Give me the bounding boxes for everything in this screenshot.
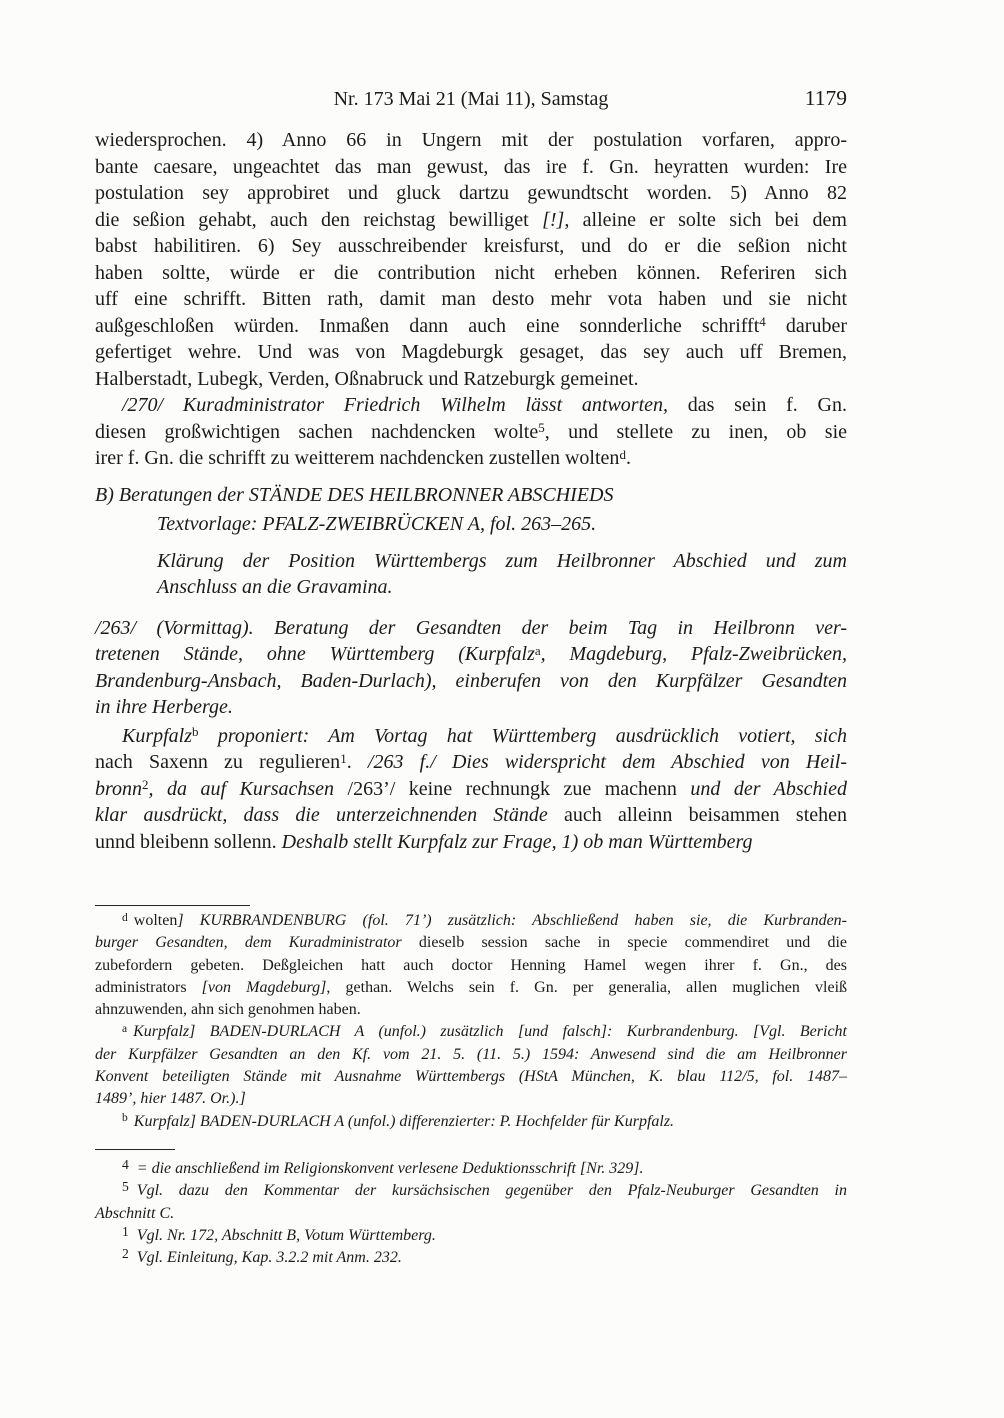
italic-text-segment: Kurpfalz xyxy=(122,724,193,747)
text-line xyxy=(95,445,847,472)
text-line xyxy=(95,180,847,207)
text-segment: bante caesare, ungeachtet das man gewust, das ire f. Gn. heyratten wurden: Ire xyxy=(95,155,847,178)
text-segment: diesen großwichtigen sachen nachdencken wolte xyxy=(95,420,539,443)
text-line xyxy=(95,829,847,856)
text-line xyxy=(95,339,847,366)
italic-text-segment: Klärung der Position Württembergs zum Heilbronner Abschied und zum xyxy=(157,549,847,572)
footnote-number-marker: 1 xyxy=(122,1223,129,1239)
paragraph-main-1 xyxy=(95,127,847,392)
text-segment: wolten xyxy=(133,912,178,929)
paragraph-263 xyxy=(95,615,847,721)
text-line xyxy=(95,313,847,340)
italic-text-segment: Brandenburg-Ansbach, Baden-Durlach), einberufen von den Kurpfälzer Gesandten xyxy=(95,669,847,692)
footnote-reference-superscript: a xyxy=(534,642,541,658)
text-line xyxy=(95,694,847,721)
text-line xyxy=(95,932,847,954)
text-segment: haben soltte, würde er die contribution nicht erheben können. Referiren sich xyxy=(95,261,847,284)
text-segment: gefertiget wehre. Und was von Magdeburgk gesaget, das sey auch uff Bremen, xyxy=(95,341,847,363)
text-segment: uff eine schrifft. Bitten rath, damit man desto mehr vota haben und sie nicht xyxy=(95,288,847,310)
text-line xyxy=(95,668,847,695)
italic-text-segment: in ihre Herberge. xyxy=(95,696,233,718)
text-segment: babst habilitiren. 6) Sey ausschreibender kreisfurst, und do er die seßion nicht xyxy=(95,235,847,257)
text-line xyxy=(95,1021,847,1043)
text-line xyxy=(95,802,847,829)
text-line xyxy=(95,1066,847,1088)
footnote-number-marker: 5 xyxy=(122,1178,129,1194)
text-segment: daruber xyxy=(765,314,847,337)
italic-text-segment: [von Magdeburg] xyxy=(201,978,327,996)
italic-text-segment: proponiert: Am Vortag hat Württemberg ausdrücklich votiert, sich xyxy=(198,724,847,747)
footnote-reference-superscript: b xyxy=(192,724,199,740)
italic-text-segment: /270/ Kuradministrator Friedrich Wilhelm lässt antworten, xyxy=(122,394,669,416)
text-line xyxy=(95,154,847,181)
footnote-reference-superscript: d xyxy=(619,446,626,462)
italic-text-segment: Vgl. Einleitung, Kap. 3.2.2 mit Anm. 232. xyxy=(136,1249,402,1267)
text-line xyxy=(95,1180,847,1202)
italic-text-segment: klar ausdrückt, dass die unterzeichnenden Stände xyxy=(95,804,564,826)
paragraph-kurpfalz xyxy=(95,723,847,856)
footnote-reference-superscript: 4 xyxy=(759,314,766,330)
italic-text-segment: , da auf Kursachsen xyxy=(148,777,348,800)
paragraph-main-2 xyxy=(95,392,847,472)
page-body xyxy=(95,127,847,1269)
text-segment: administrators xyxy=(95,978,202,996)
italic-text-segment: , Magdeburg, Pfalz-Zweibrücken, xyxy=(540,643,847,665)
text-column xyxy=(95,0,847,1269)
text-line xyxy=(95,955,847,977)
italic-text-segment: burger Gesandten, dem Kuradministrator xyxy=(95,934,419,952)
footnote-reference-superscript: 1 xyxy=(340,750,347,766)
text-segment: Halberstadt, Lubegk, Verden, Oßnabruck und Ratzeburgk gemeinet. xyxy=(95,367,639,390)
italic-text-segment: Konvent beteiligten Stände mit Ausnahme Württembergs (HStA München, K. blau 112/5, fol. 1487– xyxy=(95,1068,847,1086)
footnote-letter-marker: b xyxy=(122,1112,128,1125)
text-segment: auch alleinn beisammen stehen xyxy=(563,804,848,826)
text-line xyxy=(95,1044,847,1066)
italic-text-segment: tretenen Stände, ohne Württemberg (Kurpfalz xyxy=(95,643,535,665)
text-line xyxy=(95,260,847,287)
text-line xyxy=(95,207,847,234)
text-segment: irer f. Gn. die schrifft zu weitterem nachdencken zustellen wolten xyxy=(95,447,620,469)
page-number: 1179 xyxy=(804,86,847,110)
text-line xyxy=(95,1111,847,1133)
text-line xyxy=(95,723,847,750)
text-line xyxy=(157,574,847,601)
footnote-letter-marker: a xyxy=(122,1023,128,1036)
footnote-d xyxy=(95,910,847,1021)
text-segment: /263’/ keine rechnungk zue machenn xyxy=(347,777,691,800)
italic-text-segment: Anschluss an die Gravamina. xyxy=(157,576,393,598)
text-segment: . xyxy=(625,447,631,469)
text-line xyxy=(95,482,847,509)
footnote-number-marker: 2 xyxy=(122,1245,129,1261)
text-segment: . xyxy=(346,751,368,773)
text-segment: postulation sey approbiret und gluck dartzu gewundtscht worden. 5) Anno 82 xyxy=(95,182,847,204)
footnote-b xyxy=(95,1111,847,1133)
italic-text-segment: der Kurpfälzer Gesandten an den Kf. vom 21. 5. (11. 5.) 1594: Anwesend sind die am Heilbronner xyxy=(95,1045,847,1063)
italic-text-segment: B) Beratungen der STÄNDE DES HEILBRONNER ABSCHIEDS xyxy=(95,483,614,506)
text-line xyxy=(95,419,847,446)
text-line xyxy=(95,233,847,260)
section-heading-b xyxy=(95,482,847,509)
text-line xyxy=(95,999,847,1021)
text-line xyxy=(95,776,847,803)
text-line xyxy=(95,1247,847,1269)
text-segment: ahnzuwenden, ahn sich genohmen haben. xyxy=(95,1001,361,1019)
text-line xyxy=(95,615,847,642)
italic-text-segment: Abschnitt C. xyxy=(95,1204,175,1222)
footnote-letter-marker: d xyxy=(122,911,128,924)
text-line xyxy=(95,1158,847,1180)
footnote-number-marker: 4 xyxy=(122,1156,129,1172)
text-segment: die seßion gehabt, auch den reichstag bewilliget xyxy=(95,208,543,231)
text-segment: , und stellete zu inen, ob sie xyxy=(544,420,847,443)
italic-text-segment: bronn xyxy=(95,777,143,800)
text-segment: , alleine er solte sich bei dem xyxy=(564,208,847,231)
footnote-1 xyxy=(95,1225,847,1247)
italic-text-segment: Kurpfalz] BADEN-DURLACH A (unfol.) differenzierter: P. Hochfelder für Kurpfalz. xyxy=(133,1112,675,1130)
text-line xyxy=(95,1225,847,1247)
italic-text-segment: 1489’, hier 1487. Or.).] xyxy=(95,1090,246,1108)
footnote-5 xyxy=(95,1180,847,1225)
italic-text-segment: /263 f./ Dies widerspricht dem Abschied von Heil- xyxy=(367,751,847,773)
text-line xyxy=(157,548,847,575)
italic-text-segment: Textvorlage: PFALZ-ZWEIBRÜCKEN A, fol. 263–265. xyxy=(157,513,597,535)
footnote-a xyxy=(95,1021,847,1110)
italic-text-segment: ] KURBRANDENBURG (fol. 71’) zusätzlich: Abschließend haben sie, die Kurbranden- xyxy=(177,912,847,929)
footnote-4 xyxy=(95,1158,847,1180)
italic-text-segment: und der Abschied xyxy=(690,777,847,800)
text-segment: dieselb session sache in specie commendiret und die xyxy=(418,934,847,952)
footnote-2 xyxy=(95,1247,847,1269)
italic-text-segment: Deshalb stellt Kurpfalz zur Frage, 1) ob man Württemberg xyxy=(281,830,753,853)
italic-text-segment: Vgl. dazu den Kommentar der kursächsischen gegenüber den Pfalz-Neuburger Gesandten in xyxy=(136,1182,847,1200)
text-line xyxy=(95,366,847,393)
text-line xyxy=(95,1088,847,1110)
text-line xyxy=(95,286,847,313)
running-head xyxy=(95,86,847,112)
text-segment: wiedersprochen. 4) Anno 66 in Ungern mit der postulation vorfaren, appro- xyxy=(95,129,847,151)
footnote-reference-superscript: 5 xyxy=(538,420,545,436)
text-line xyxy=(157,511,847,538)
letter-footnote-rule xyxy=(95,905,250,906)
text-segment: nach Saxenn zu regulieren xyxy=(95,751,341,773)
italic-text-segment: /263/ (Vormittag). Beratung der Gesandten der beim Tag in Heilbronn ver- xyxy=(95,616,847,639)
text-line xyxy=(95,910,847,932)
text-line xyxy=(95,749,847,776)
text-segment: zubefordern gebeten. Deßgleichen hatt auch doctor Henning Hamel wegen ihrer f. Gn., des xyxy=(95,956,847,974)
number-footnote-rule xyxy=(95,1149,175,1150)
textvorlage-line xyxy=(157,511,847,538)
italic-text-segment: [!] xyxy=(542,208,565,231)
text-segment: , gethan. Welchs sein f. Gn. per generalia, allen muglichen vleiß xyxy=(326,978,848,996)
text-line xyxy=(95,641,847,668)
text-segment: das sein f. Gn. xyxy=(668,394,848,416)
text-line xyxy=(95,1203,847,1225)
italic-text-segment: = die anschließend im Religionskonvent verlesene Deduktionsschrift [Nr. 329]. xyxy=(136,1159,644,1177)
text-segment: außgeschloßen würden. Inmaßen dann auch eine sonnderliche schrifft xyxy=(95,314,760,337)
footnote-reference-superscript: 2 xyxy=(142,777,149,793)
italic-text-segment: Kurpfalz] BADEN-DURLACH A (unfol.) zusätzlich [und falsch]: Kurbrandenburg. [Vgl. Bericht xyxy=(133,1023,847,1041)
text-line xyxy=(95,392,847,419)
running-head-title: Nr. 173 Mai 21 (Mai 11), Samstag xyxy=(333,88,609,110)
italic-text-segment: Vgl. Nr. 172, Abschnitt B, Votum Württemberg. xyxy=(136,1226,436,1244)
text-segment: unnd bleibenn sollenn. xyxy=(95,830,282,853)
regest-klaerung xyxy=(157,548,847,601)
text-line xyxy=(95,977,847,999)
text-line xyxy=(95,127,847,154)
